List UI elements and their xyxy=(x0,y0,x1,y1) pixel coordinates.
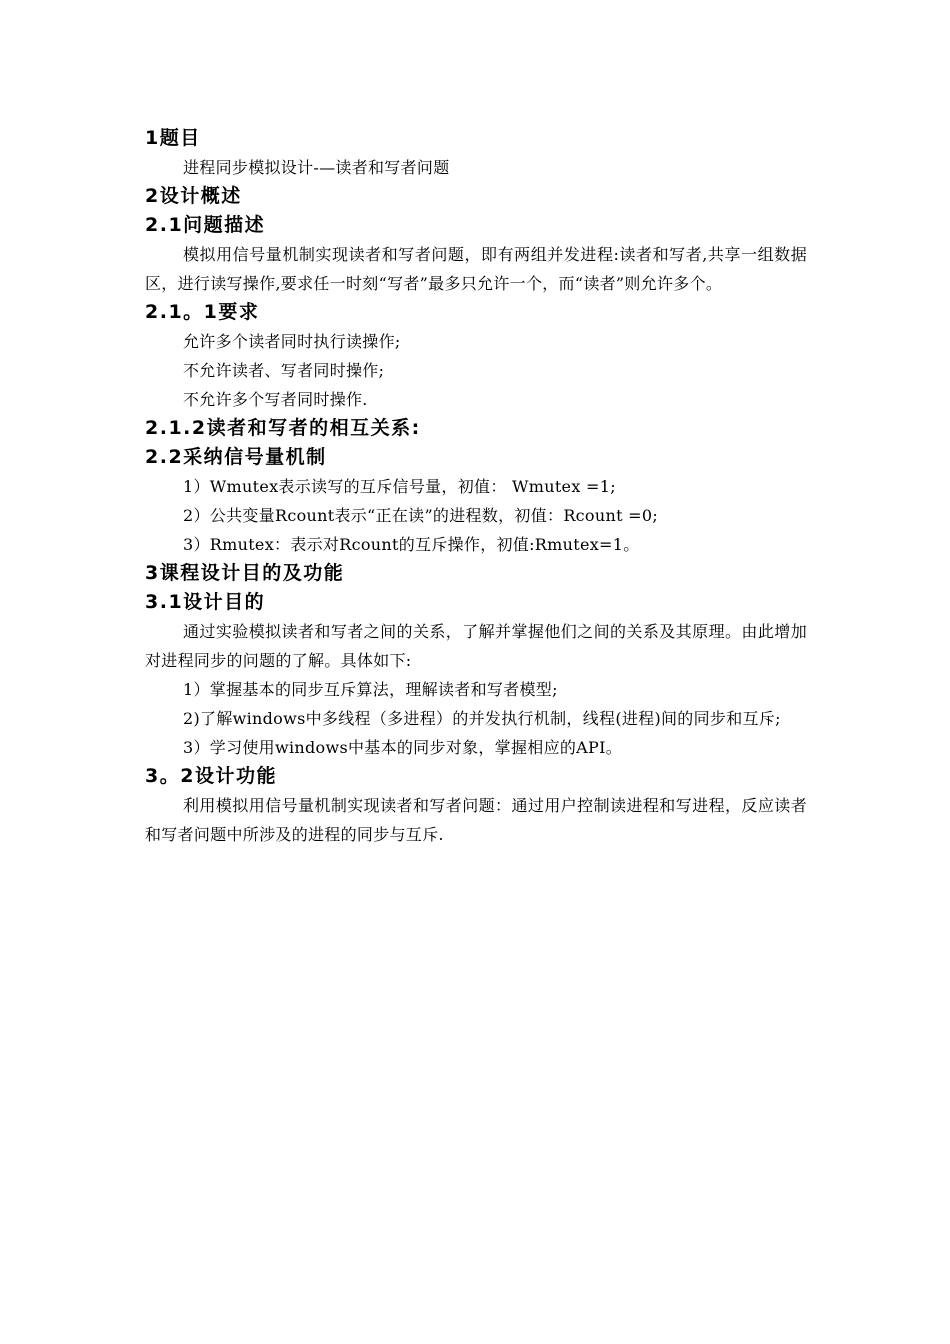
purpose-item-1: 1）掌握基本的同步互斥算法，理解读者和写者模型; xyxy=(183,680,558,699)
paragraph-purpose: 通过实验模拟读者和写者之间的关系，了解并掌握他们之间的关系及其原理。由此增加对进程同步的问题的了解。具体如下: xyxy=(145,622,807,670)
paragraph-title: 进程同步模拟设计-—读者和写者问题 xyxy=(183,158,450,177)
heading-1: 1题目 xyxy=(145,127,201,149)
requirement-3: 不允许多个写者同时操作. xyxy=(183,390,368,409)
purpose-item-2: 2)了解windows中多线程（多进程）的并发执行机制，线程(进程)间的同步和互斥; xyxy=(183,709,781,728)
requirement-1: 允许多个读者同时执行读操作; xyxy=(183,332,401,351)
heading-2-1: 2.1问题描述 xyxy=(145,214,266,236)
heading-2-1-1: 2.1。1要求 xyxy=(145,301,260,323)
semaphore-item-1: 1）Wmutex表示读写的互斥信号量，初值： Wmutex =1; xyxy=(183,477,616,496)
requirement-2: 不允许读者、写者同时操作; xyxy=(183,361,385,380)
paragraph-function: 利用模拟用信号量机制实现读者和写者问题：通过用户控制读进程和写进程，反应读者和写者问题中所涉及的进程的同步与互斥. xyxy=(145,796,807,844)
heading-3-2: 3。2设计功能 xyxy=(145,765,277,787)
semaphore-item-3: 3）Rmutex：表示对Rcount的互斥操作，初值:Rmutex=1。 xyxy=(183,535,640,554)
purpose-item-3: 3）学习使用windows中基本的同步对象，掌握相应的API。 xyxy=(183,738,623,757)
heading-2-1-2: 2.1.2读者和写者的相互关系: xyxy=(145,417,421,439)
document-page xyxy=(145,124,807,849)
heading-2: 2设计概述 xyxy=(145,185,242,207)
paragraph-problem: 模拟用信号量机制实现读者和写者问题，即有两组并发进程:读者和写者,共享一组数据区，进行读写操作,要求任一时刻“写者”最多只允许一个，而“读者”则允许多个。 xyxy=(145,245,807,293)
semaphore-item-2: 2）公共变量Rcount表示“正在读”的进程数，初值：Rcount =0; xyxy=(183,506,659,525)
heading-2-2: 2.2采纳信号量机制 xyxy=(145,446,327,468)
heading-3: 3课程设计目的及功能 xyxy=(145,562,345,584)
heading-3-1: 3.1设计目的 xyxy=(145,591,266,613)
